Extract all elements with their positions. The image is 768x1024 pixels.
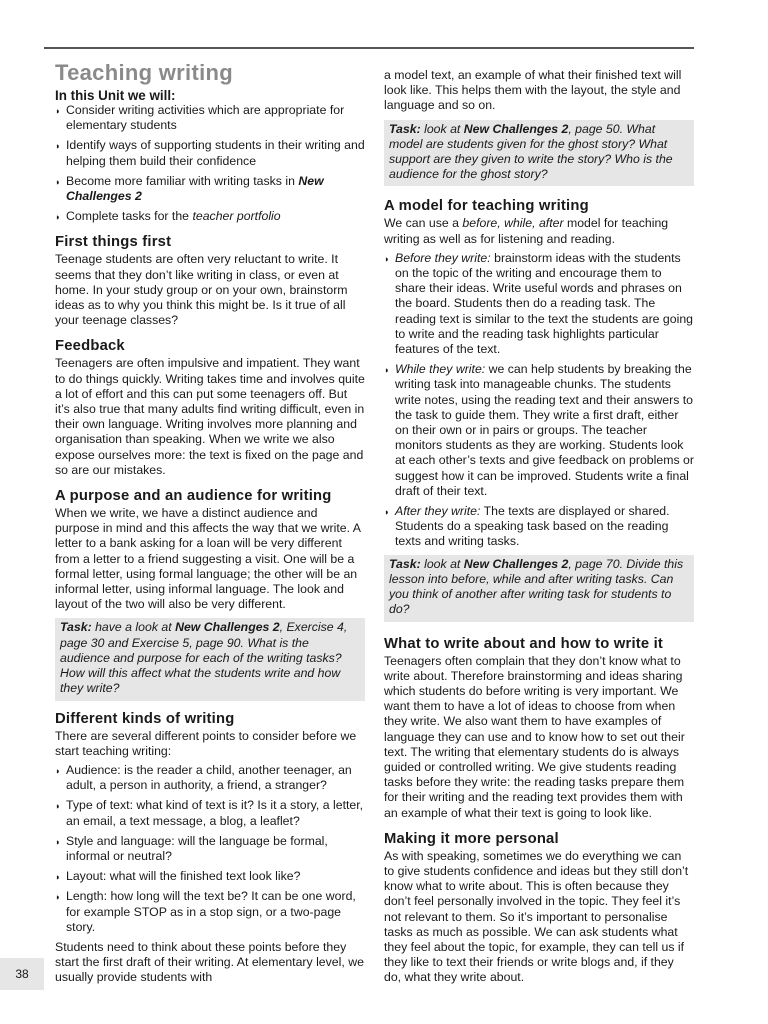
section-heading: A model for teaching writing <box>384 198 589 215</box>
paragraph: Teenagers often complain that they don’t know what to write about. Therefore brainstorming and ideas sharing which students do before writing is very important. We want them to have a lot of ideas to choose from when they write. We also want them to have examples of language they can use and to know how to set out their text. The writing that elementary students do is always guided or controlled writing. We give students reading tasks before they write: the reading tasks prepare them for their writing and the reading text provides them with an example of what their text is going to look like. <box>384 653 685 820</box>
bullet-icon: ◗ <box>55 212 61 223</box>
list-item: ◗ Become more familiar with writing tasks in New Challenges 2 <box>55 173 324 204</box>
bullet-icon: ◗ <box>384 507 390 518</box>
section-heading: A purpose and an audience for writing <box>55 488 332 505</box>
paragraph: Teenagers are often impulsive and impatient. They want to do things quickly. Writing takes time and involves quite a lot of effort and this can put some teenagers off. But it’s also true that many adults find writing difficult, even in their own language. Writing involves more planning and organisation than speaking. When we write we also expose ourselves more: the text is fixed on the page and so are our mistakes. <box>55 356 365 477</box>
intro-list <box>55 103 365 224</box>
paragraph: There are several different points to consider before we start teaching writing: <box>55 728 357 758</box>
list-item: ◗ Layout: what will the finished text look like? <box>55 869 365 884</box>
section-heading: Different kinds of writing <box>55 710 235 727</box>
section-heading: Making it more personal <box>384 830 559 847</box>
list-item: ◗ Complete tasks for the teacher portfolio <box>55 209 365 224</box>
list-item: ◗ Consider writing activities which are appropriate for elementary students <box>55 103 345 133</box>
paragraph: Students need to think about these points before they start the first draft of their writing. At elementary level, we usually provide students with <box>55 939 364 985</box>
list-item: ◗ While they write: we can help students by breaking the writing task into manageable chunks. The students write notes, using the reading text and their answers to the task to guide them. They write a first draft, either on their own or in pairs or groups. The teacher monitors students as they are working. Students look at each other’s texts and give feedback on problems or suggest how it can be improved. Students write a final draft of their text. <box>384 362 694 498</box>
list-item: ◗ Style and language: will the language be formal, informal or neutral? <box>55 833 328 863</box>
paragraph: When we write, we have a distinct audience and purpose in mind and this affects the way that we write. A letter to a bank asking for a loan will be very different from a letter to a friend suggesting a visit. One will be a formal letter, using formal language; the other will be an informal letter, using informal language. The look and layout of the two will also be very different. <box>55 506 361 612</box>
bullet-icon: ◗ <box>384 365 390 376</box>
paragraph: a model text, an example of what their finished text will look like. This helps them with the layout, the style and language and so on. <box>384 68 682 113</box>
left-column <box>55 60 365 986</box>
page-number: 38 <box>0 958 44 990</box>
list-item: ◗ Identify ways of supporting students in their writing and helping them build their confidence <box>55 138 365 168</box>
bullet-icon: ◗ <box>55 765 61 776</box>
stages-list <box>384 251 694 550</box>
list-item: ◗ Audience: is the reader a child, another teenager, an adult, a person in authority, a friend, a stranger? <box>55 762 352 793</box>
bullet-icon: ◗ <box>55 836 61 847</box>
list-item: ◗ After they write: The texts are displayed or shared. Students do a speaking task based on the reading texts and writing tasks. <box>384 504 670 549</box>
page-title: Teaching writing <box>55 60 233 85</box>
bullet-icon: ◗ <box>55 801 61 812</box>
task-box: Task: look at New Challenges 2, page 50. What model are students given for the ghost story? What support are they given to write the story? Who is the audience for the ghost story? <box>384 120 694 187</box>
paragraph: As with speaking, sometimes we do everything we can to give students confidence and ideas but they still don’t know what to write about. This is often because they don’t feel personally involved in the topic. They feel it’s not relevant to them. So it’s important to personalise tasks as much as possible. We can ask students what they feel about the topic, for example, they can tell us if they like to text their friends or write blogs and, if they do, what they write about. <box>384 848 689 985</box>
list-item: ◗ Before they write: brainstorm ideas with the students on the topic of the writing and encourage them to share their ideas. Write useful words and phrases on the board. Students then do a reading task. The reading text is similar to the text the students are going to write and the reading task highlights particular features of the text. <box>384 250 694 357</box>
bullet-icon: ◗ <box>55 176 61 187</box>
task-box: Task: have a look at New Challenges 2, Exercise 4, page 30 and Exercise 5, page 90. What is the audience and purpose for each of the writing tasks? How will this affect what the students write and how they write? <box>55 618 365 700</box>
paragraph: Teenage students are often very reluctant to write. It seems that they don’t like writing in class, or even at home. In your study group or on your own, brainstorm ideas as to why you think this might be. Is it true of all your teenage classes? <box>55 252 348 328</box>
list-item: ◗ Length: how long will the text be? It can be one word, for example STOP as in a stop sign, or a two-page story. <box>55 889 356 934</box>
right-column <box>384 68 694 986</box>
section-heading: What to write about and how to write it <box>384 635 664 652</box>
intro-heading: In this Unit we will: <box>55 88 176 103</box>
points-list <box>55 763 365 935</box>
paragraph: We can use a before, while, after model for teaching writing as well as for listening and reading. <box>384 216 669 246</box>
task-box: Task: look at New Challenges 2, page 70. Divide this lesson into before, while and after writing tasks. Can you think of another after writing task for students to do? <box>384 555 694 622</box>
top-rule <box>44 47 694 49</box>
section-heading: Feedback <box>55 338 125 355</box>
list-item: ◗ Type of text: what kind of text is it? Is it a story, a letter, an email, a text message, a blog, a leaflet? <box>55 798 364 828</box>
section-heading: First things first <box>55 234 172 251</box>
bullet-icon: ◗ <box>384 253 390 264</box>
bullet-icon: ◗ <box>55 141 61 152</box>
bullet-icon: ◗ <box>55 106 61 116</box>
bullet-icon: ◗ <box>55 892 61 903</box>
bullet-icon: ◗ <box>55 872 61 883</box>
